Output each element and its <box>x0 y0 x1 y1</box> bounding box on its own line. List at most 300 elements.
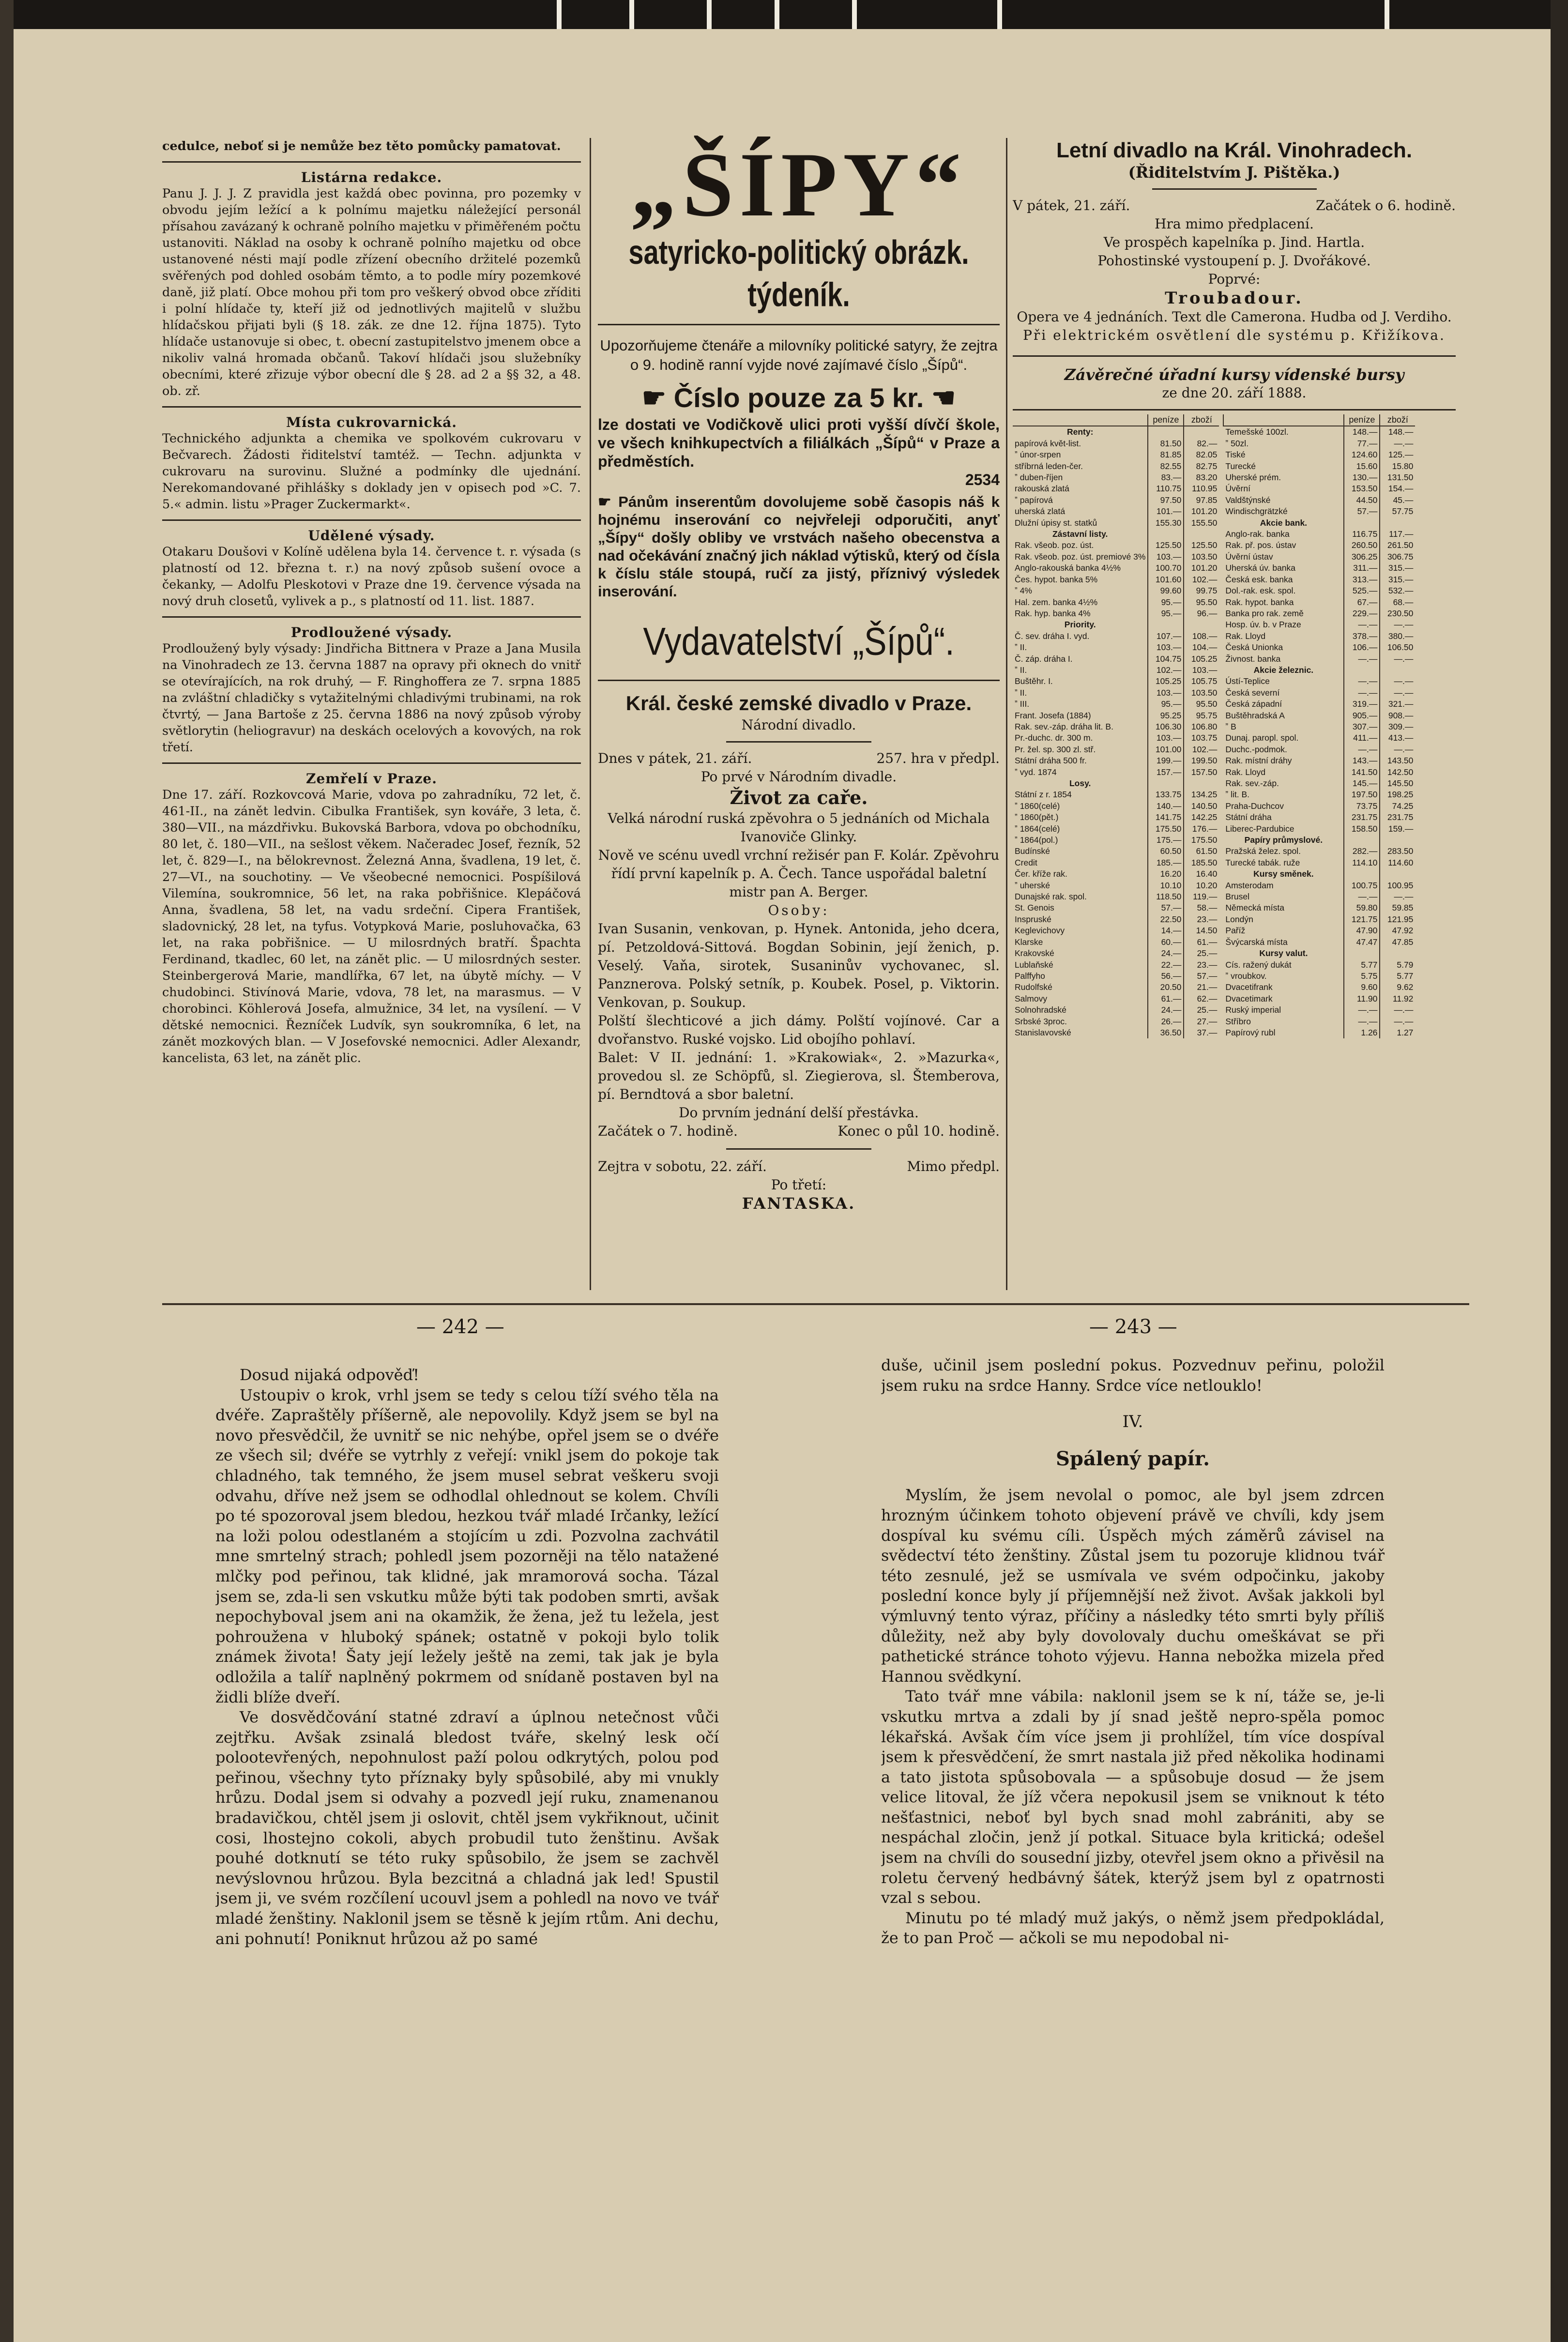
fx-name: Švýcarská místa <box>1225 937 1288 947</box>
fx-name: papírová květ-list. <box>1015 438 1081 448</box>
fx-money: 141.50 <box>1344 767 1380 778</box>
fx-goods: —.— <box>1380 438 1415 449</box>
fx-name: Dvacetifrank <box>1225 982 1273 992</box>
fx-row <box>1223 948 1415 959</box>
fx-row <box>1013 891 1219 902</box>
fx-goods: 261.50 <box>1380 540 1415 551</box>
fx-money: 22.50 <box>1148 914 1184 925</box>
fx-money: 106.30 <box>1148 721 1184 732</box>
fx-name: Buštěhradská A <box>1225 710 1285 720</box>
fx-goods: 283.50 <box>1380 846 1415 857</box>
fx-row <box>1013 699 1219 710</box>
fx-money: 199.— <box>1148 755 1184 766</box>
fx-goods <box>1380 665 1415 676</box>
fx-goods: 47.92 <box>1380 925 1415 936</box>
fx-row <box>1223 755 1415 766</box>
fx-name: Papírový rubl <box>1225 1027 1276 1037</box>
rule <box>1013 355 1456 357</box>
fx-name: ˮ 4% <box>1015 586 1032 596</box>
fx-row <box>1013 449 1219 460</box>
fx-name: Srbské 3proc. <box>1015 1016 1067 1026</box>
fx-row <box>1013 642 1219 653</box>
fx-money: 101.00 <box>1148 744 1184 755</box>
fx-name: ˮ vyd. 1874 <box>1015 767 1057 777</box>
fx-goods: 125.50 <box>1184 540 1219 551</box>
fx-goods: 121.95 <box>1380 914 1415 925</box>
fx-goods: 103.75 <box>1184 732 1219 744</box>
fx-goods: 142.50 <box>1380 767 1415 778</box>
pointing-hand-icon: ☛ <box>598 493 619 510</box>
fx-goods: 154.— <box>1380 483 1415 494</box>
fx-goods: 100.95 <box>1380 880 1415 891</box>
fx-money: 16.20 <box>1148 868 1184 880</box>
fx-row <box>1013 551 1219 563</box>
listarna-heading: Listárna redakce. <box>301 169 442 185</box>
fx-money: —.— <box>1344 1016 1380 1027</box>
nt-heading: Král. české zemské divadlo v Praze. <box>625 692 972 715</box>
fx-name: Pr.-duchc. dr. 300 m. <box>1015 733 1093 743</box>
fx-goods: 532.— <box>1380 585 1415 596</box>
fx-row <box>1013 721 1219 732</box>
fx-col-money: peníze <box>1148 414 1184 426</box>
left-column <box>162 138 581 1295</box>
nt-tomorrow: Zejtra v sobotu, 22. září. <box>598 1158 767 1174</box>
fx-row <box>1013 619 1219 630</box>
fx-goods: 119.— <box>1184 891 1219 902</box>
fx-name: Banka pro rak. země <box>1225 608 1304 618</box>
fx-goods: 61.— <box>1184 937 1219 948</box>
fx-money: 313.— <box>1344 574 1380 585</box>
fx-money: 95.25 <box>1148 710 1184 721</box>
fx-goods: 315.— <box>1380 563 1415 574</box>
fx-money: 133.75 <box>1148 789 1184 800</box>
fx-goods: 25.— <box>1184 1004 1219 1016</box>
fx-money: 307.— <box>1344 721 1380 732</box>
fx-goods: 97.85 <box>1184 495 1219 506</box>
fx-goods: 155.50 <box>1184 517 1219 529</box>
fx-row <box>1223 823 1415 835</box>
fx-col-money: peníze <box>1344 414 1380 426</box>
fx-goods: 321.— <box>1380 699 1415 710</box>
fx-money: 260.50 <box>1344 540 1380 551</box>
fx-money: 24.— <box>1148 1004 1184 1016</box>
fx-money <box>1148 426 1184 438</box>
fx-money: 116.75 <box>1344 529 1380 540</box>
fx-goods: 413.— <box>1380 732 1415 744</box>
fx-money <box>1344 835 1380 846</box>
fx-col-goods: zboží <box>1184 414 1219 426</box>
scan-mark <box>629 0 634 29</box>
fx-goods <box>1184 778 1219 789</box>
fx-money: 282.— <box>1344 846 1380 857</box>
fx-row <box>1013 426 1219 438</box>
fx-goods: 103.— <box>1184 665 1219 676</box>
fx-name: Rak. sev.-záp. dráha lit. B. <box>1015 721 1113 731</box>
fx-row <box>1013 778 1219 789</box>
fx-row <box>1013 937 1219 948</box>
rule <box>598 680 1000 681</box>
fx-money: 100.75 <box>1344 880 1380 891</box>
fx-row <box>1013 925 1219 936</box>
nt-end: Konec o půl 10. hodině. <box>837 1123 1000 1139</box>
fx-goods: 199.50 <box>1184 755 1219 766</box>
fx-row <box>1013 563 1219 574</box>
fx-name: Stříbro <box>1225 1016 1251 1026</box>
fx-money: 118.50 <box>1148 891 1184 902</box>
fx-goods: —.— <box>1380 744 1415 755</box>
fx-name: Tiské <box>1225 450 1246 460</box>
fx-name: Stanislavovské <box>1015 1027 1071 1037</box>
nt-play-title: Život za caře. <box>730 787 868 808</box>
fx-money: 95.— <box>1148 597 1184 608</box>
fx-name: Duchc.-podmok. <box>1225 744 1287 754</box>
fx-money: 145.— <box>1344 778 1380 789</box>
fx-money: 158.50 <box>1344 823 1380 835</box>
fx-row <box>1223 574 1415 585</box>
fx-name: Č. sev. dráha I. vyd. <box>1015 631 1090 641</box>
fx-money: 155.30 <box>1148 517 1184 529</box>
fx-goods: 23.— <box>1184 959 1219 971</box>
fx-goods: 74.25 <box>1380 801 1415 812</box>
fx-name: Rak. místní dráhy <box>1225 756 1292 766</box>
fx-name: Rak. hyp. banka 4% <box>1015 608 1091 618</box>
fx-row <box>1013 1016 1219 1027</box>
fx-money: —.— <box>1344 687 1380 699</box>
fx-money: 5.77 <box>1344 959 1380 971</box>
vin-desc: Opera ve 4 jednáních. Text dle Camerona. Hudba od J. Verdiho. <box>1017 309 1452 325</box>
vin-subheading: (Řiditelstvím J. Pištěka.) <box>1128 163 1340 182</box>
fx-goods: 82.05 <box>1184 449 1219 460</box>
scan-mark <box>1385 0 1389 29</box>
fx-money: 229.— <box>1344 608 1380 619</box>
fx-goods <box>1184 426 1219 438</box>
fx-goods: 27.— <box>1184 1016 1219 1027</box>
fx-goods: 185.50 <box>1184 857 1219 868</box>
fx-name: Krakovské <box>1015 948 1054 958</box>
fx-money: 60.50 <box>1148 846 1184 857</box>
fx-money: 103.— <box>1148 687 1184 699</box>
rule <box>162 519 581 521</box>
fx-row <box>1013 461 1219 472</box>
nt-between: Do prvním jednání delší přestávka. <box>679 1105 919 1121</box>
fx-goods: 175.50 <box>1184 835 1219 846</box>
fx-row <box>1223 665 1415 676</box>
fx-name: Ústí-Teplice <box>1225 676 1270 686</box>
fx-money <box>1148 778 1184 789</box>
fx-goods: 59.85 <box>1380 902 1415 913</box>
fx-goods: 106.80 <box>1184 721 1219 732</box>
fx-row <box>1013 857 1219 868</box>
fx-money: 319.— <box>1344 699 1380 710</box>
fx-name: Brusel <box>1225 892 1250 902</box>
fx-name: Česká Unionka <box>1225 642 1283 653</box>
fx-goods: 908.— <box>1380 710 1415 721</box>
fx-goods <box>1380 868 1415 880</box>
fx-row <box>1223 925 1415 936</box>
fx-money: 14.— <box>1148 925 1184 936</box>
fx-row <box>1013 665 1219 676</box>
fx-row <box>1223 631 1415 642</box>
rule <box>598 324 1000 325</box>
fx-name: Hosp. úv. b. v Praze <box>1225 620 1301 630</box>
fx-money: 141.75 <box>1148 812 1184 823</box>
nt-tomorrow-note: Mimo předpl. <box>907 1158 1000 1174</box>
fx-money: 378.— <box>1344 631 1380 642</box>
rule <box>162 762 581 764</box>
fx-goods: 61.50 <box>1184 846 1219 857</box>
ad-price <box>598 380 1000 415</box>
fx-name: Cís. ražený dukát <box>1225 959 1292 970</box>
fx-row <box>1223 687 1415 699</box>
fx-table-right <box>1223 414 1415 1038</box>
fx-goods: —.— <box>1380 654 1415 665</box>
fx-name: Uherské prém. <box>1225 472 1281 483</box>
fx-goods: 134.25 <box>1184 789 1219 800</box>
fx-row <box>1223 472 1415 483</box>
fx-goods: 101.20 <box>1184 563 1219 574</box>
fx-goods: 5.79 <box>1380 959 1415 971</box>
fx-name: ˮ 1864(celé) <box>1015 823 1060 834</box>
fx-name: ˮ II. <box>1015 665 1027 675</box>
fx-goods: 15.80 <box>1380 461 1415 472</box>
scan-top-edge <box>0 0 1568 29</box>
fx-money: 81.50 <box>1148 438 1184 449</box>
fx-goods: 101.20 <box>1184 506 1219 517</box>
fx-money <box>1148 529 1184 540</box>
fx-goods: 105.25 <box>1184 654 1219 665</box>
fx-name: Valdštýnské <box>1225 495 1271 505</box>
fx-date: ze dne 20. září 1888. <box>1162 385 1307 401</box>
fx-goods: 159.— <box>1380 823 1415 835</box>
nt-tomorrow-play: FANTASKA. <box>742 1194 856 1213</box>
fx-row <box>1013 812 1219 823</box>
ad-publisher: Vydavatelství „Šípů“. <box>643 620 955 663</box>
fx-goods: 142.25 <box>1184 812 1219 823</box>
fx-goods: 306.75 <box>1380 551 1415 563</box>
fx-money: 411.— <box>1344 732 1380 744</box>
fx-row <box>1223 642 1415 653</box>
fx-money: —.— <box>1344 676 1380 687</box>
fx-name: Česká západní <box>1225 699 1282 709</box>
fx-goods: 102.— <box>1184 574 1219 585</box>
fx-goods: 82.— <box>1184 438 1219 449</box>
fx-name: ˮ B <box>1225 721 1236 731</box>
fx-money: 20.50 <box>1148 982 1184 993</box>
fx-money <box>1344 517 1380 529</box>
fx-name: Inspruské <box>1015 914 1051 924</box>
story-left-column <box>215 1365 719 2319</box>
fx-goods: 37.— <box>1184 1027 1219 1038</box>
fx-row <box>1223 767 1415 778</box>
fx-name: Zástavní listy. <box>1052 529 1108 539</box>
fx-money: 95.— <box>1148 608 1184 619</box>
fx-name: Turecké tabák. ruže <box>1225 857 1300 867</box>
fx-money: 47.47 <box>1344 937 1380 948</box>
fx-row <box>1013 608 1219 619</box>
fx-row <box>1223 902 1415 913</box>
fx-money: 81.85 <box>1148 449 1184 460</box>
fx-row <box>1013 971 1219 982</box>
fx-goods: 230.50 <box>1380 608 1415 619</box>
listarna-body: Panu J. J. J. Z pravidla jest každá obec povinna, pro pozemky v obvodu jejím ležící a k polnímu majetku náležející personál přísahou zavázaný k ochraně polního majetku v přiměřeném počtu ustanoviti. Náklad na osoby k ochraně polního majetku od obce ustanovené nésti mají podle zřízení obecního držitelé pozemků svěřených pod dohled osobám těmto, a to podle míry pozemkové daně, již platí. Obce mohou při tom pro veškerý obvod obce zříditi i polní hlídače ty, kteří již od jednotlivých majitelů v službu hlídačskou přijati byli (§ 18. zák. ze dne 12. října 1875). Tyto hlídače ustanovuje si obec, t. obecní zastupitelstvo jmenem obce a nikoliv valná hromada občanů. Takoví hlídači jsou služebníky obecními, které zřizuje výbor obecní dle § 28. ad 2 a §§ 32, a 48. ob. zř. <box>162 186 581 398</box>
story-paragraph: Ve dosvědčování statné zdraví a úplnou netečnost vůči zejtřku. Avšak zsinalá bledost tváře, skelný lesk očí polootevřených, nepohnulost paží polou odkrytých, polou pod peřinou, všechny tyto příznaky byly spůsobilé, aby mi vnukly hrůzu. Dodal jsem si odvahy a pozvedl její ruku, znamenanou bradavičkou, chtěl jsem ji oslovit, chtěl jsem vykřiknout, učinit cosi, lhostejno cokoli, abych probudil tuto ženštinu. Avšak pouhé dotknutí se této ruky spůsobilo, že jsem se zachvěl nevýslovnou hrůzou. Byla bezcitná a chladná jak led! Spustil jsem ji, ve svém rozčílení ucouvl jsem a pohledl na novo ve tvář mladé ženštiny. Naklonil jsem se těsně k jejím rtům. Ani dechu, ani pohnutí! Poniknut hrůzou až po samé <box>215 1708 719 1948</box>
fx-name: Paříž <box>1225 926 1246 936</box>
fx-money: 110.75 <box>1148 483 1184 494</box>
fx-name: Praha-Duchcov <box>1225 801 1284 811</box>
fx-name: Ruský imperial <box>1225 1005 1281 1015</box>
fx-row <box>1223 914 1415 925</box>
fx-goods: 58.— <box>1184 902 1219 913</box>
fx-money: 106.— <box>1344 642 1380 653</box>
column-rule <box>590 138 591 1290</box>
fx-row <box>1223 789 1415 800</box>
fx-money: 83.— <box>1148 472 1184 483</box>
fx-name: ˮ lit. B. <box>1225 790 1249 800</box>
udelene-heading: Udělené výsady. <box>308 528 435 544</box>
fx-goods: 16.40 <box>1184 868 1219 880</box>
rule <box>162 406 581 408</box>
fx-goods: 380.— <box>1380 631 1415 642</box>
nt-first-time: Po prvé v Národním divadle. <box>700 769 897 785</box>
vin-heading: Letní divadlo na Král. Vinohradech. <box>1056 138 1413 162</box>
fx-col-goods: zboží <box>1380 414 1415 426</box>
vin-start: Začátek o 6. hodině. <box>1316 198 1456 213</box>
fx-table-left <box>1013 414 1219 1038</box>
fx-name: Klarske <box>1015 937 1043 947</box>
fx-row <box>1013 631 1219 642</box>
fx-goods: 125.— <box>1380 449 1415 460</box>
nt-date-row <box>598 749 1000 768</box>
fx-goods: 110.95 <box>1184 483 1219 494</box>
fx-goods <box>1184 529 1219 540</box>
fx-name: Papíry průmyslové. <box>1244 835 1323 845</box>
fx-row <box>1223 868 1415 880</box>
fx-row <box>1223 585 1415 596</box>
page-number-right: — 243 — <box>1089 1316 1177 1338</box>
nt-show-no: 257. hra v předpl. <box>876 750 1000 766</box>
fx-name: Londýn <box>1225 914 1253 924</box>
scan-mark <box>997 0 1002 29</box>
story-paragraph: Minutu po té mladý muž jakýs, o němž jsem předpokládal, že to pan Proč — ačkoli se mu nepodobal ni- <box>881 1908 1385 1947</box>
fx-row <box>1223 461 1415 472</box>
vin-l3: Pohostinské vystoupení p. J. Dvořákové. <box>1097 253 1371 269</box>
nt-staging: Nově ve scénu uvedl vrchní režisér pan F. Kolár. Zpěvohru řídí první kapelník p. A. Čech. Tance uspořádal baletní mistr pan A. Berger. <box>598 847 1000 900</box>
fx-row <box>1223 563 1415 574</box>
fx-row <box>1223 676 1415 687</box>
column-rule <box>1006 138 1007 1290</box>
zemreli-body: Dne 17. září. Rozkovcová Marie, vdova po zahradníku, 72 let, č. 461-II., na zánět ledvin. Cibulka František, syn kováře, 3 leta, č. 380—VII., na mázdřivku. Bukovská Barbora, vdova po obchodníku, 80 let, č. 180—VII., na sešlost věkem. Načeradec Josef, řezník, 52 let, č. 829—I., na bělokrevnost. Železná Anna, švadlena, 19 let, č. 27—VI., na souchotiny. — Ve všeobecné nemocnici. Pospíšilová Vilemína, soukromnice, 56 let, na raka pobřišnice. Klepáčová Anna, švadlena, 58 let, na vadu srdeční. Cipera František, sladovnický, 28 let, na tyfus. Votypková Marie, posluhovačka, 63 let, na raka pobřišnice. — U milosrdných bratří. Špachta Ferdinand, tkadlec, 60 let, na zánět plic. — U milosrdných sester. Steinbergerová Marie, mandlířka, 67 let, na úbytě míchy. — V chudobinci. Stivínová Marie, vdova, 78 let, na marasmus. — V chorobinci. Köhlerová Josefa, almužnice, 34 let, na vysílení. — V dětské nemocnici. Řezníček Ludvík, syn soukromníka, 6 let, na zánět mozkových blan. — V Josefovské nemocnici. Adler Alexandr, kancelista, 63 let, na zánět plic. <box>162 788 581 1065</box>
fx-name: Buštěhr. I. <box>1015 676 1053 686</box>
fx-name: Priority. <box>1064 620 1096 630</box>
fx-row <box>1013 835 1219 846</box>
nt-date: Dnes v pátek, 21. září. <box>598 750 752 766</box>
mista-body: Technického adjunkta a chemika ve spolkovém cukrovaru v Bečvarech. Žádosti řiditelství tamtéž. — Techn. adjunkta v cukrovaru na surovinu. Služné a podmínky dle ujednání. Nerekomandované přihlášky s doklady jen v opisech pod »C. 7. 5.« admin. listu »Prager Zuckermarkt«. <box>162 431 581 512</box>
fx-row <box>1223 971 1415 982</box>
story-right-column <box>881 1355 1385 2319</box>
fx-money: 121.75 <box>1344 914 1380 925</box>
fx-name: Pražská želez. spol. <box>1225 846 1301 856</box>
fx-goods: 95.75 <box>1184 710 1219 721</box>
udelene-body: Otakaru Doušovi v Kolíně udělena byla 14. července t. r. výsada (s platností od 12. března t. r.) na nový způsob sušení ovoce a čekanky, — Adolfu Pleskotovi v Praze dne 19. července výsada na nový druh closetů, vylivek a p., s platností od 11. list. 1887. <box>162 545 581 608</box>
ad-price-text: Číslo pouze za 5 kr. <box>673 382 924 413</box>
fx-row <box>1013 483 1219 494</box>
fx-money: 59.80 <box>1344 902 1380 913</box>
fx-goods: —.— <box>1380 1016 1415 1027</box>
fx-goods: 231.75 <box>1380 812 1415 823</box>
fx-row <box>1013 767 1219 778</box>
fx-row <box>1223 937 1415 948</box>
fx-goods <box>1380 948 1415 959</box>
fx-name: Úvěrní <box>1225 484 1250 494</box>
nt-extras: Polští šlechticové a jich dámy. Polští vojínové. Car a dvořanstvo. Ruské vojsko. Lid obojího pohlaví. <box>598 1013 1000 1047</box>
fx-goods: 148.— <box>1380 426 1415 438</box>
nt-cast-heading: Osoby: <box>768 902 830 918</box>
fx-goods: 83.20 <box>1184 472 1219 483</box>
fx-row <box>1223 993 1415 1004</box>
story-paragraph: Dosud nijaká odpověď! <box>240 1366 419 1384</box>
fx-goods: 315.— <box>1380 574 1415 585</box>
fx-name: Rak. hypot. banka <box>1225 597 1294 607</box>
fx-row <box>1223 812 1415 823</box>
nt-ballet: Balet: V II. jednání: 1. »Krakowiak«, 2. »Mazurka«, provedou sl. ze Schöpfů, sl. Ziegierova, sl. Štemberova, pí. Berndtová a sbor baletní. <box>598 1049 1000 1102</box>
fx-name: Credit <box>1015 857 1037 867</box>
fx-row <box>1013 801 1219 812</box>
fx-money: 197.50 <box>1344 789 1380 800</box>
fx-goods <box>1380 517 1415 529</box>
fx-money: 57.— <box>1148 902 1184 913</box>
fx-row <box>1223 517 1415 529</box>
nt-description: Velká národní ruská zpěvohra o 5 jednáních od Michala Ivanoviče Glinky. <box>608 810 990 845</box>
nt-tomorrow-row <box>598 1157 1000 1176</box>
fx-name: Kursy směnek. <box>1253 869 1314 879</box>
fx-name: Losy. <box>1069 778 1091 788</box>
fx-name: uherská zlatá <box>1015 506 1066 517</box>
fx-money: 57.— <box>1344 506 1380 517</box>
fx-name: ˮ duben-říjen <box>1015 472 1063 483</box>
rule <box>726 1148 871 1150</box>
fx-row <box>1013 1027 1219 1038</box>
section-rule <box>162 1303 1469 1305</box>
fx-name: Amsterodam <box>1225 880 1274 890</box>
fx-name: Temešské 100zl. <box>1225 427 1289 437</box>
fx-goods: 10.20 <box>1184 880 1219 891</box>
fx-row <box>1013 993 1219 1004</box>
fx-row <box>1013 676 1219 687</box>
fx-money: 157.— <box>1148 767 1184 778</box>
fx-row <box>1013 506 1219 517</box>
mista-heading: Místa cukrovarnická. <box>286 414 457 430</box>
fx-goods: 11.92 <box>1380 993 1415 1004</box>
fx-name: Česká esk. banka <box>1225 574 1293 584</box>
prodlouzene-heading: Prodloužené výsady. <box>290 624 453 640</box>
fx-row <box>1013 438 1219 449</box>
rule <box>1013 409 1456 411</box>
scan-mark <box>775 0 779 29</box>
fx-row <box>1223 1004 1415 1016</box>
fx-goods: 105.75 <box>1184 676 1219 687</box>
fx-goods: 5.77 <box>1380 971 1415 982</box>
fx-name: Čer. kříže rak. <box>1015 869 1067 879</box>
fx-row <box>1013 948 1219 959</box>
fx-money: —.— <box>1344 1004 1380 1016</box>
fx-row <box>1223 426 1415 438</box>
fx-name: Solnohradské <box>1015 1005 1067 1015</box>
fx-goods: 45.— <box>1380 495 1415 506</box>
fx-name: Rak. Lloyd <box>1225 767 1266 777</box>
fx-name: Budínské <box>1015 846 1050 856</box>
fx-name: Čes. hypot. banka 5% <box>1015 574 1098 584</box>
fx-money: —.— <box>1344 654 1380 665</box>
